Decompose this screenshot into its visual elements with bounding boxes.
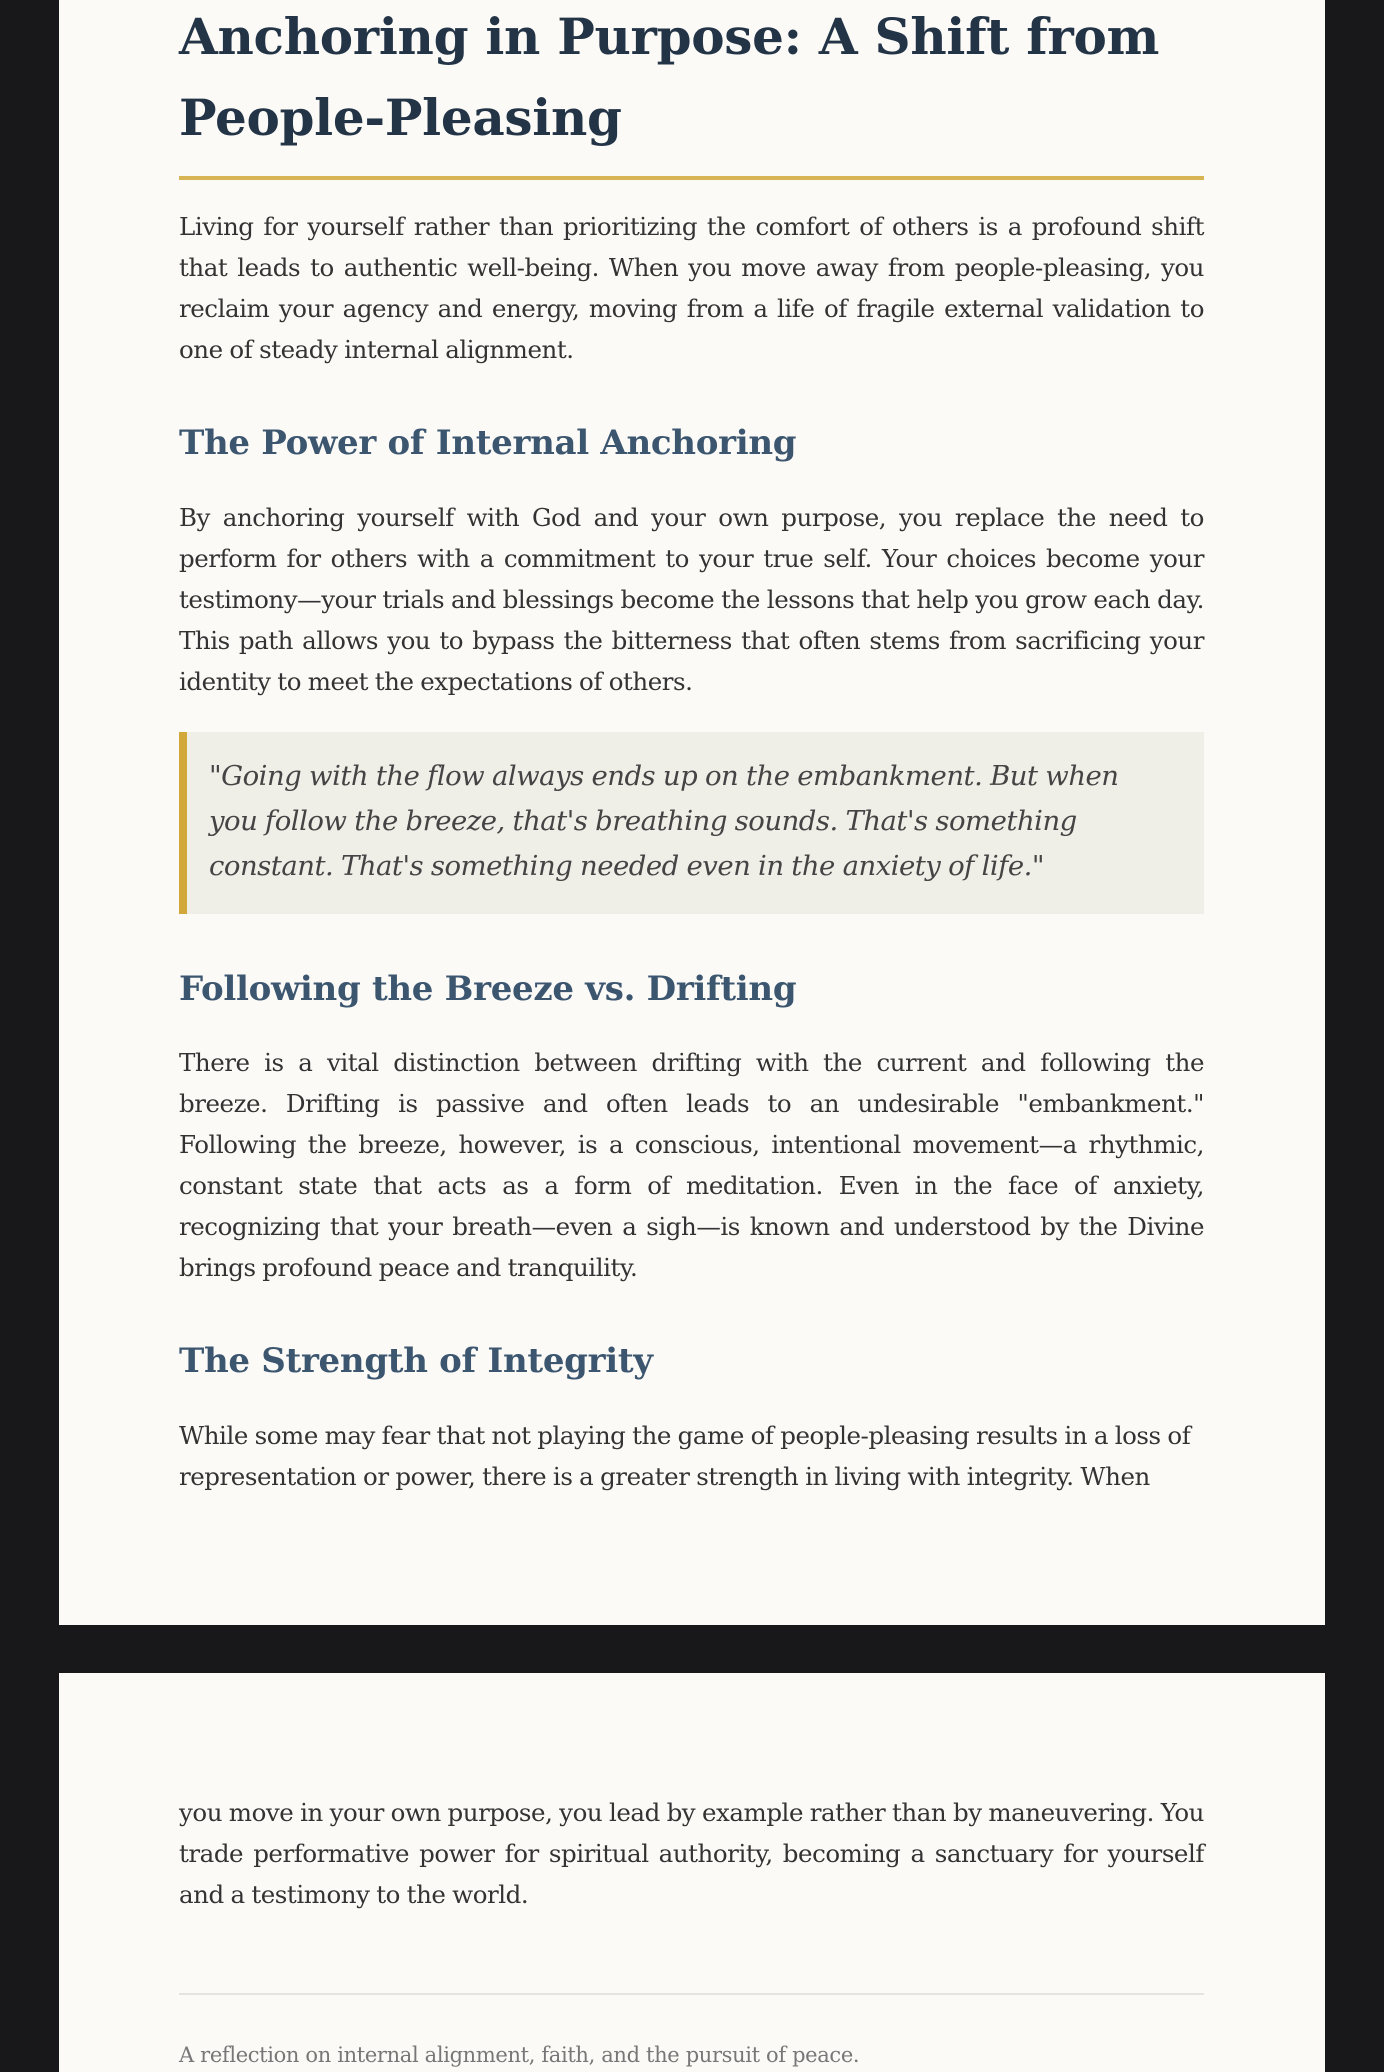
section-heading: Following the Breeze vs. Drifting (179, 969, 797, 1009)
blockquote (179, 732, 1204, 914)
footer-note: A reflection on internal alignment, faith, and the pursuit of peace. (179, 2043, 860, 2067)
document-page-1 (59, 0, 1325, 1625)
quote-text: "Going with the flow always ends up on the embankment. But when you follow the breeze, that's breathing sounds. That's something constant. That's something needed even in the anxiety of life." (209, 760, 1119, 882)
title-underline (179, 176, 1204, 180)
section-3-body (179, 1415, 1204, 1497)
section-3-continued (179, 1792, 1204, 1915)
intro-block (179, 206, 1204, 370)
section-paragraph: By anchoring yourself with God and your own purpose, you replace the need to perform for others with a commitment to your true self. Your choices become your testimony—your trials and blessings become the lessons that help you grow each day. This path allows you to bypass the bitterness that often stems from sacrificing your identity to meet the expectations of others. (179, 503, 1204, 696)
footer-divider (179, 1993, 1204, 1995)
section-paragraph: While some may fear that not playing the game of people-pleasing results in a loss of representation or power, there is a greater strength in living with integrity. When (179, 1421, 1191, 1491)
title-block (179, 0, 1204, 180)
section-1-body (179, 497, 1204, 702)
section-2-body (179, 1042, 1204, 1288)
section-heading: The Strength of Integrity (179, 1341, 653, 1381)
page-title: Anchoring in Purpose: A Shift from People-Pleasing (179, 7, 1160, 147)
section-heading: The Power of Internal Anchoring (179, 423, 797, 463)
section-2 (179, 967, 1204, 1011)
intro-paragraph: Living for yourself rather than prioritizing the comfort of others is a profound shift that leads to authentic well-being. When you move away from people-pleasing, you reclaim your agency and energy, moving from a life of fragile external validation to one of steady internal alignment. (179, 212, 1204, 364)
document-page-2 (59, 1673, 1325, 2072)
section-paragraph: you move in your own purpose, you lead by example rather than by maneuvering. You trade performative power for spiritual authority, becoming a sanctuary for yourself and a testimony to the world. (179, 1798, 1204, 1909)
section-3 (179, 1339, 1204, 1383)
section-1 (179, 421, 1204, 465)
section-paragraph: There is a vital distinction between drifting with the current and following the breeze. Drifting is passive and often leads to an undesirable "embankment." Following the breeze, however, is a conscious, intentional movement—a rhythmic, constant state that acts as a form of meditation. Even in the face of anxiety, recognizing that your breath—even a sigh—is known and understood by the Divine brings profound peace and tranquility. (179, 1048, 1204, 1282)
